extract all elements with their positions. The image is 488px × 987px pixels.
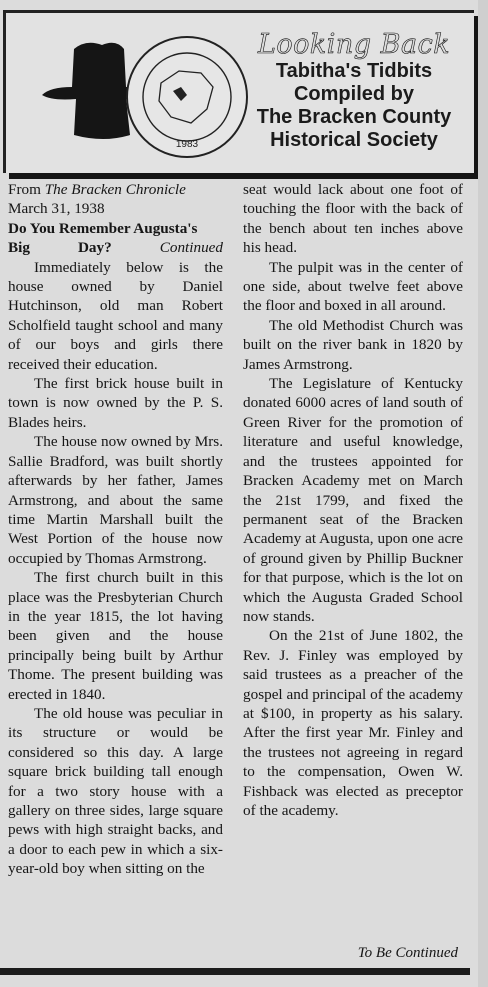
script-title: Looking Back xyxy=(257,29,451,60)
paragraph: The Legislature of Kentucky donated 6000 acres of land south of Green River for the promotion of literature and useful knowledge, and the trustees appointed for Bracken Academy met on March the 21st 1799, and fixed the permanent seat of the Bracken Academy at Augusta, upon one acre of ground given by Phillip Buckner for that purpose, which is the lot on which the Augusta Graded School now stands. xyxy=(243,375,463,625)
continued-tag: Continued xyxy=(159,239,223,257)
headline-line-1: Do You Remember Augusta's xyxy=(8,219,198,237)
paragraph: The old house was peculiar in its structure or would be considered so this day. A large square brick building tall enough for a two story house with a gallery on three sides, large square pews with high straight backs, and a door to each pew in which a six-year-old boy when sitting on the xyxy=(8,704,223,878)
paragraph: The first brick house built in town is now owned by the P. S. Blades heirs. xyxy=(8,375,223,431)
article-date: March 31, 1938 xyxy=(8,200,105,218)
paragraph: Immediately below is the house owned by Daniel Hutchinson, old man Robert Scholfield taught school and many of our boys and girls there received their education. xyxy=(8,258,223,373)
title-line-3: The Bracken County xyxy=(256,106,452,128)
paragraph: The pulpit was in the center of one side, about twelve feet above the floor and boxed in all around. xyxy=(243,258,463,315)
paragraph: On the 21st of June 1802, the Rev. J. Finley was employed by said trustees as a preacher of the gospel and principal of the academy at $100, in property as his salary. After the first year Mr. Finley and the trustees not agreeing in regard to the compensation, Owen W. Fishback was elected as preceptor of the academy. xyxy=(243,627,463,819)
title-line-4: Historical Society xyxy=(270,129,438,151)
title-line-1: Tabitha's Tidbits xyxy=(275,60,433,82)
column-header xyxy=(3,10,474,173)
paragraph: The old Methodist Church was built on the river bank in 1820 by James Armstrong. xyxy=(243,316,463,373)
title-block xyxy=(236,29,472,152)
bottom-rule xyxy=(0,968,470,975)
newspaper-name: The Bracken Chronicle xyxy=(44,181,186,198)
title-line-2: Compiled by xyxy=(293,83,414,105)
to-be-continued: To Be Continued xyxy=(357,945,458,961)
source-line: From The Bracken Chronicle xyxy=(8,181,186,198)
historical-society-seal xyxy=(121,31,253,163)
page-edge xyxy=(478,0,488,987)
seal-year: 1983 xyxy=(175,139,199,150)
left-column xyxy=(8,180,223,879)
headline-line-2: Big Day? Continued xyxy=(8,239,223,257)
paragraph: The first church built in this place was the Presbyterian Church in the year 1815, the lot having been given and the house principally being built by Arthur Thome. The present building was erected in 1840. xyxy=(8,569,223,703)
paragraph: seat would lack about one foot of touching the floor with the back of the bench about ten inches above his head. xyxy=(243,181,463,257)
paragraph: The house now owned by Mrs. Sallie Bradford, was built shortly afterwards by her father, James Armstrong, and about the same time Martin Marshall built the West Portion of the house now occupied by Thomas Armstrong. xyxy=(8,433,223,567)
right-column xyxy=(243,180,463,820)
